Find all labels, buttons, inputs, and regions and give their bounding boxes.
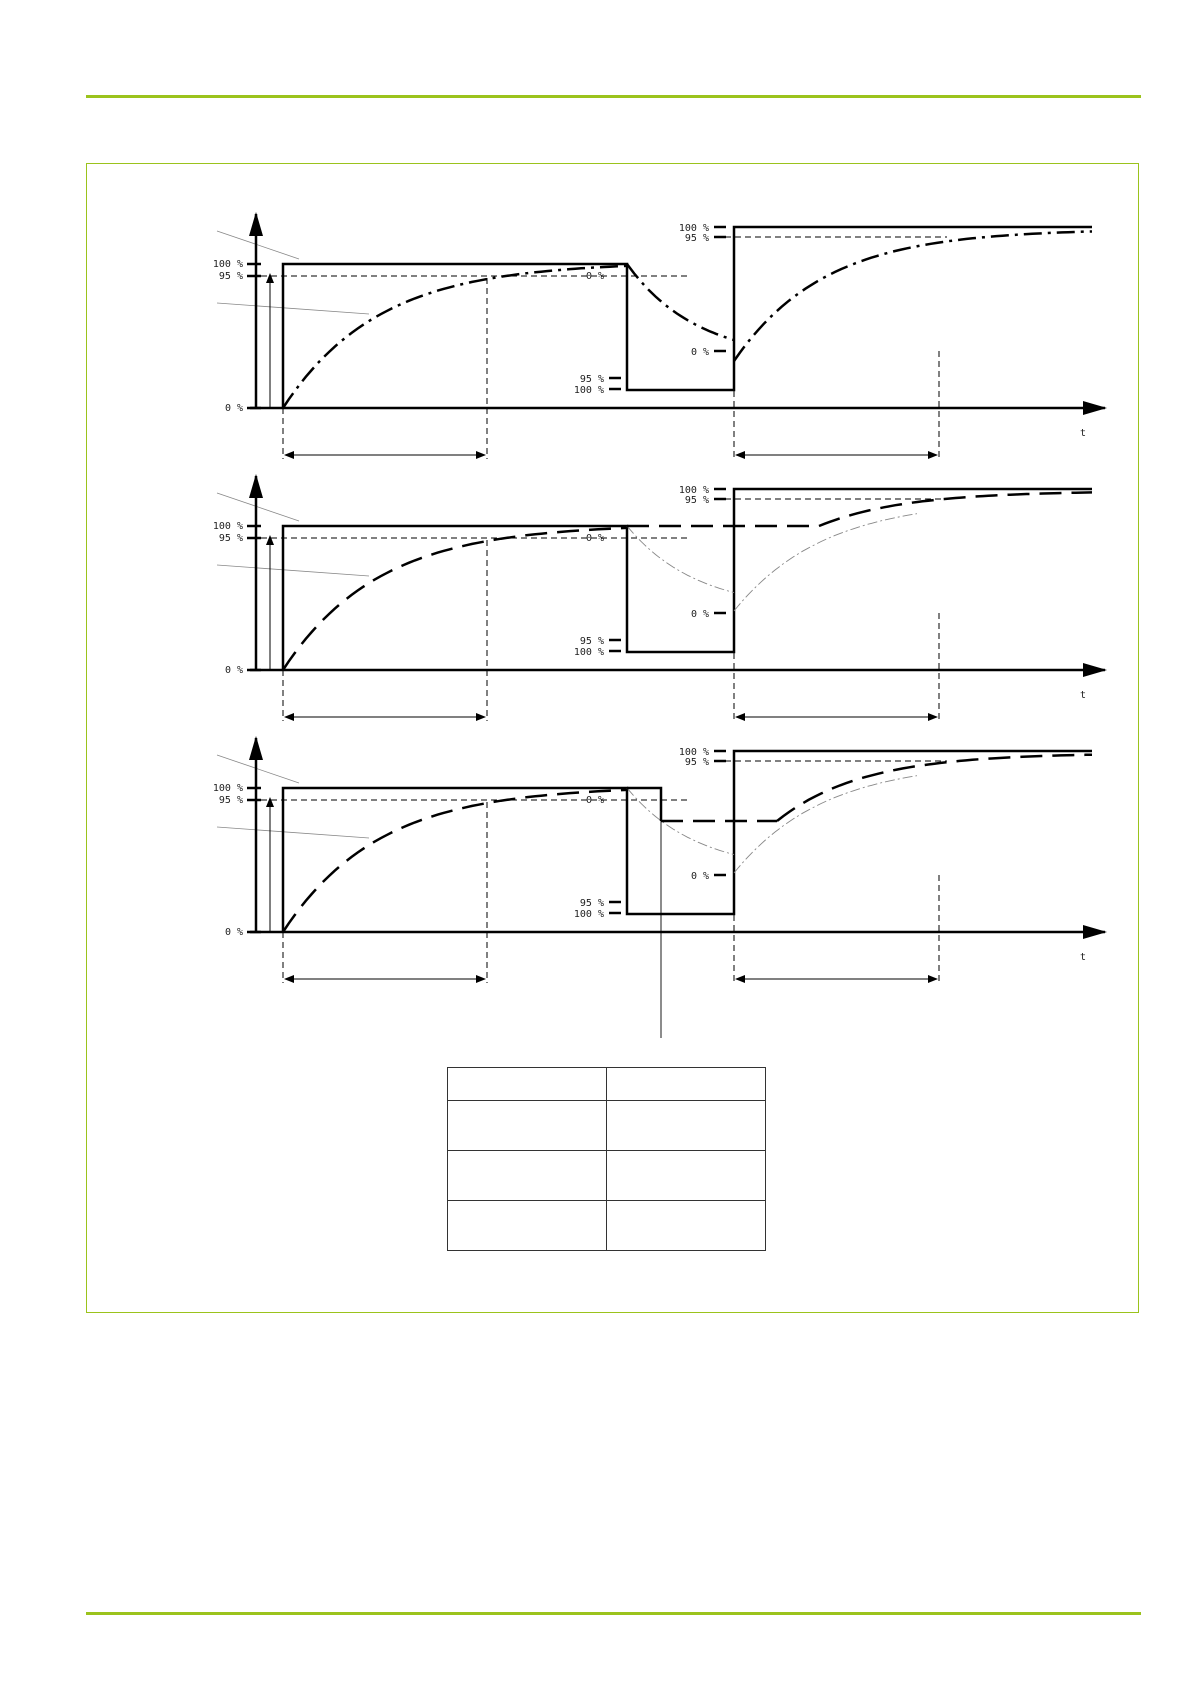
table-row <box>448 1068 766 1101</box>
table-cell <box>448 1068 607 1101</box>
mid-label-1: 95 % <box>579 636 604 647</box>
figure-frame <box>86 163 1139 1313</box>
callout-line <box>217 231 299 259</box>
mid-label-1: 95 % <box>579 898 604 909</box>
left-label-2: 0 % <box>224 403 243 414</box>
callout-line <box>217 755 299 783</box>
response-rise-2 <box>734 232 1092 362</box>
reference-rise <box>734 514 917 611</box>
left-label-0: 100 % <box>212 521 243 532</box>
mid-label-2: 100 % <box>573 647 604 658</box>
right-label-2: 0 % <box>690 871 709 882</box>
table-row <box>448 1151 766 1201</box>
table-cell <box>448 1101 607 1151</box>
table-cell <box>448 1201 607 1251</box>
table-cell <box>607 1101 766 1151</box>
time-axis-label: t <box>1079 690 1087 701</box>
table-row <box>448 1201 766 1251</box>
input-signal <box>283 751 1092 932</box>
mid-label-1: 95 % <box>579 374 604 385</box>
callout-line <box>217 827 369 838</box>
mid-label-2: 100 % <box>573 909 604 920</box>
input-signal <box>283 227 1092 408</box>
left-label-0: 100 % <box>212 259 243 270</box>
right-label-2: 0 % <box>690 609 709 620</box>
left-label-0: 100 % <box>212 783 243 794</box>
right-label-1: 95 % <box>684 233 709 244</box>
table-row <box>448 1101 766 1151</box>
panel-3 <box>213 738 1105 1038</box>
right-label-0: 100 % <box>678 223 709 234</box>
reference-rise <box>734 776 917 873</box>
mid-label-0: 0 % <box>585 533 604 544</box>
response-decay <box>627 264 734 340</box>
mid-label-0: 0 % <box>585 271 604 282</box>
time-axis-label: t <box>1079 952 1087 963</box>
right-label-0: 100 % <box>678 747 709 758</box>
left-label-1: 95 % <box>218 795 243 806</box>
left-label-1: 95 % <box>218 271 243 282</box>
table-cell <box>607 1151 766 1201</box>
top-rule <box>86 95 1141 98</box>
right-label-1: 95 % <box>684 495 709 506</box>
right-label-1: 95 % <box>684 757 709 768</box>
reference-decay <box>627 526 734 593</box>
panel-1 <box>213 214 1105 459</box>
left-label-2: 0 % <box>224 665 243 676</box>
time-axis-label: t <box>1079 428 1087 439</box>
callout-line <box>217 565 369 576</box>
right-label-0: 100 % <box>678 485 709 496</box>
right-label-2: 0 % <box>690 347 709 358</box>
callout-line <box>217 303 369 314</box>
bottom-rule <box>86 1612 1141 1615</box>
mid-label-2: 100 % <box>573 385 604 396</box>
input-signal <box>283 489 1092 670</box>
mid-label-0: 0 % <box>585 795 604 806</box>
left-label-2: 0 % <box>224 927 243 938</box>
table-cell <box>448 1151 607 1201</box>
response-rise-2 <box>777 755 1092 821</box>
left-label-1: 95 % <box>218 533 243 544</box>
response-rise-2 <box>819 492 1092 526</box>
hold-step <box>627 788 661 821</box>
table-cell <box>607 1068 766 1101</box>
legend-table <box>447 1067 766 1251</box>
callout-line <box>217 493 299 521</box>
panel-2 <box>213 476 1105 721</box>
table-cell <box>607 1201 766 1251</box>
